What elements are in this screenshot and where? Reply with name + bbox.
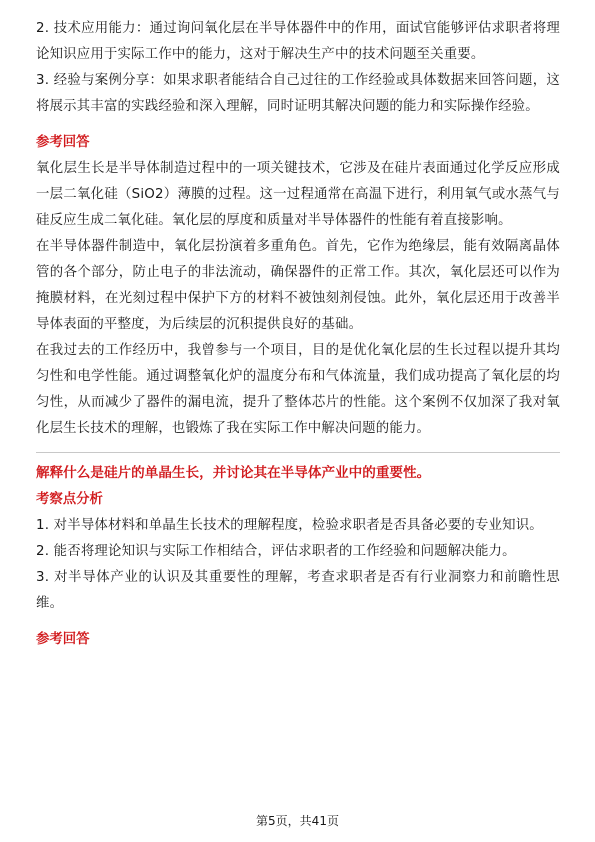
analysis-point: 3. 对半导体产业的认识及其重要性的理解，考查求职者是否有行业洞察力和前瞻性思维。 xyxy=(36,570,560,611)
reference-answer-heading: 参考回答 xyxy=(36,135,90,150)
page-number-footer: 第5页，共41页 xyxy=(256,814,339,828)
point-technical-application: 2. 技术应用能力：通过询问氧化层在半导体器件中的作用，面试官能够评估求职者将理论知识应用于实际工作中的能力，这对于解决生产中的技术问题至关重要。 xyxy=(36,21,560,62)
analysis-point: 2. 能否将理论知识与实际工作相结合，评估求职者的工作经验和问题解决能力。 xyxy=(36,544,516,559)
question-title: 解释什么是硅片的单晶生长，并讨论其在半导体产业中的重要性。 xyxy=(36,465,431,481)
reference-answer-heading-2: 参考回答 xyxy=(36,632,90,647)
answer-paragraph: 在我过去的工作经历中，我曾参与一个项目，目的是优化氧化层的生长过程以提升其均匀性和电学性能。通过调整氧化炉的温度分布和气体流量，我们成功提高了氧化层的均匀性，从而减少了器件的漏电流，提升了整体芯片的性能。这个案例不仅加深了我对氧化层生长技术的理解，也锻炼了我在实际工作中解决问题的能力。 xyxy=(36,343,560,436)
analysis-heading: 考察点分析 xyxy=(36,492,103,507)
analysis-point: 1. 对半导体材料和单晶生长技术的理解程度，检验求职者是否具备必要的专业知识。 xyxy=(36,518,543,533)
answer-paragraph: 氧化层生长是半导体制造过程中的一项关键技术，它涉及在硅片表面通过化学反应形成一层二氧化硅（SiO2）薄膜的过程。这一过程通常在高温下进行，利用氧气或水蒸气与硅反应生成二氧化硅。氧化层的厚度和质量对半导体器件的性能有着直接影响。 xyxy=(36,161,560,228)
answer-paragraph: 在半导体器件制造中，氧化层扮演着多重角色。首先，它作为绝缘层，能有效隔离晶体管的各个部分，防止电子的非法流动，确保器件的正常工作。其次，氧化层还可以作为掩膜材料，在光刻过程中保护下方的材料不被蚀刻剂侵蚀。此外，氧化层还用于改善半导体表面的平整度，为后续层的沉积提供良好的基础。 xyxy=(36,239,560,332)
section-divider xyxy=(36,452,560,453)
point-experience-sharing: 3. 经验与案例分享：如果求职者能结合自己过往的工作经验或具体数据来回答问题，这将展示其丰富的实践经验和深入理解，同时证明其解决问题的能力和实际操作经验。 xyxy=(36,73,560,114)
document-page xyxy=(36,16,560,653)
